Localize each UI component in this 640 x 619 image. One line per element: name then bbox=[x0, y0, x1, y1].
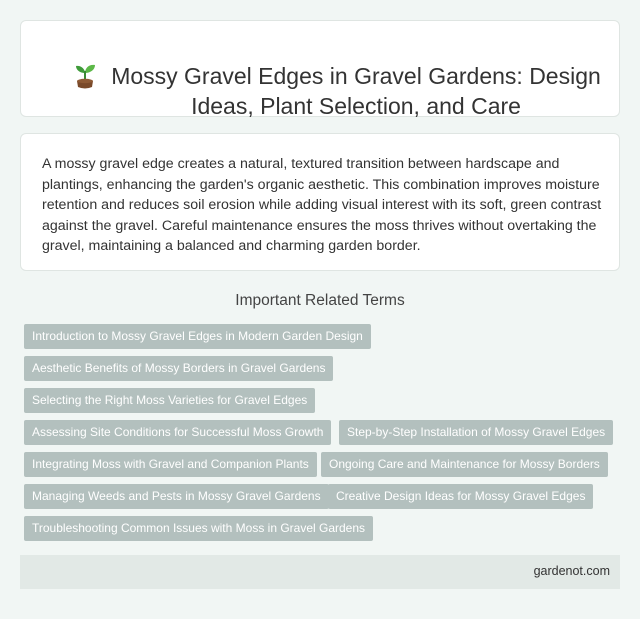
summary-card bbox=[20, 133, 620, 271]
related-term-tag[interactable]: Step-by-Step Installation of Mossy Gravel Edges bbox=[339, 420, 613, 445]
related-term-tag[interactable]: Introduction to Mossy Gravel Edges in Modern Garden Design bbox=[24, 324, 371, 349]
related-term-tag[interactable]: Aesthetic Benefits of Mossy Borders in Gravel Gardens bbox=[24, 356, 333, 381]
related-term-tag[interactable]: Selecting the Right Moss Varieties for Gravel Edges bbox=[24, 388, 315, 413]
related-term-tag[interactable]: Troubleshooting Common Issues with Moss in Gravel Gardens bbox=[24, 516, 373, 541]
related-term-tag[interactable]: Assessing Site Conditions for Successful Moss Growth bbox=[24, 420, 331, 445]
footer bbox=[20, 555, 620, 589]
related-term-tag[interactable]: Integrating Moss with Gravel and Companion Plants bbox=[24, 452, 317, 477]
seedling-icon bbox=[67, 59, 103, 95]
title-card bbox=[20, 20, 620, 117]
page-title: Mossy Gravel Edges in Gravel Gardens: Design Ideas, Plant Selection, and Care bbox=[111, 63, 601, 119]
related-term-tag[interactable]: Managing Weeds and Pests in Mossy Gravel Gardens bbox=[24, 484, 329, 509]
summary-text: A mossy gravel edge creates a natural, textured transition between hardscape and plantings, enhancing the garden's organic aesthetic. This combination improves moisture retention and reduces soil erosion while adding visual interest with its soft, green contrast against the gravel. Careful maintenance ensures the moss thrives without overtaking the gravel, maintaining a balanced and charming garden border. bbox=[42, 156, 602, 254]
related-term-tag[interactable]: Creative Design Ideas for Mossy Gravel Edges bbox=[328, 484, 593, 509]
related-terms-heading: Important Related Terms bbox=[235, 292, 405, 309]
related-term-tag[interactable]: Ongoing Care and Maintenance for Mossy Borders bbox=[321, 452, 608, 477]
footer-site-link[interactable]: gardenot.com bbox=[533, 564, 610, 578]
